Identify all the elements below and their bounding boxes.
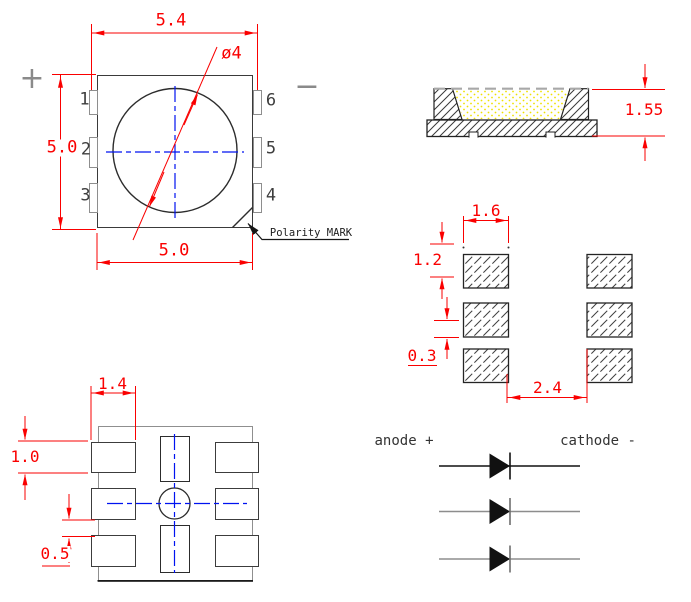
top-view-dim-overall-width: 5.4	[155, 10, 187, 31]
pin-label-6: 6	[265, 90, 277, 110]
bottom-view-dim-pad-width: 1.4	[98, 373, 127, 393]
top-view-dim-overall-height: 5.0	[46, 137, 78, 158]
side-view-dim-height: 1.55	[624, 100, 664, 119]
bottom-view-dim-pad-height: 1.0	[10, 446, 40, 466]
top-view-dim-lens-diameter: ø4	[221, 43, 242, 63]
pin-label-2: 2	[80, 139, 92, 160]
bottom-view-dim-pad-gap: 0.5	[40, 544, 70, 563]
schematic-diode-1	[439, 453, 580, 480]
schematic-cathode-label: cathode -	[560, 433, 636, 449]
schematic-anode-label: anode +	[374, 433, 434, 449]
pin-label-1: 1	[79, 89, 90, 110]
polarity-plus-sign: +	[19, 61, 45, 96]
pad-layout-pads	[464, 255, 633, 383]
pad-layout-dim-pad-gap: 0.3	[407, 345, 437, 365]
polarity-mark-label: Polarity MARK	[269, 226, 353, 239]
polarity-minus-sign: −	[294, 69, 320, 104]
schematic-diode-3	[439, 546, 580, 573]
side-view-section	[427, 89, 597, 138]
pin-label-4: 4	[265, 185, 277, 205]
schematic-diode-2	[439, 498, 580, 525]
top-view-centerlines	[106, 86, 244, 219]
pin-label-3: 3	[80, 185, 91, 206]
top-view-dim-body-width: 5.0	[158, 240, 190, 260]
pad-layout-dim-column-gap: 2.4	[533, 378, 562, 397]
pad-layout-dim-pad-height: 1.2	[413, 250, 442, 269]
top-view-lens-circle	[113, 89, 253, 228]
pad-layout-dim-pad-width: 1.6	[471, 200, 501, 220]
pin-label-5: 5	[265, 138, 277, 158]
